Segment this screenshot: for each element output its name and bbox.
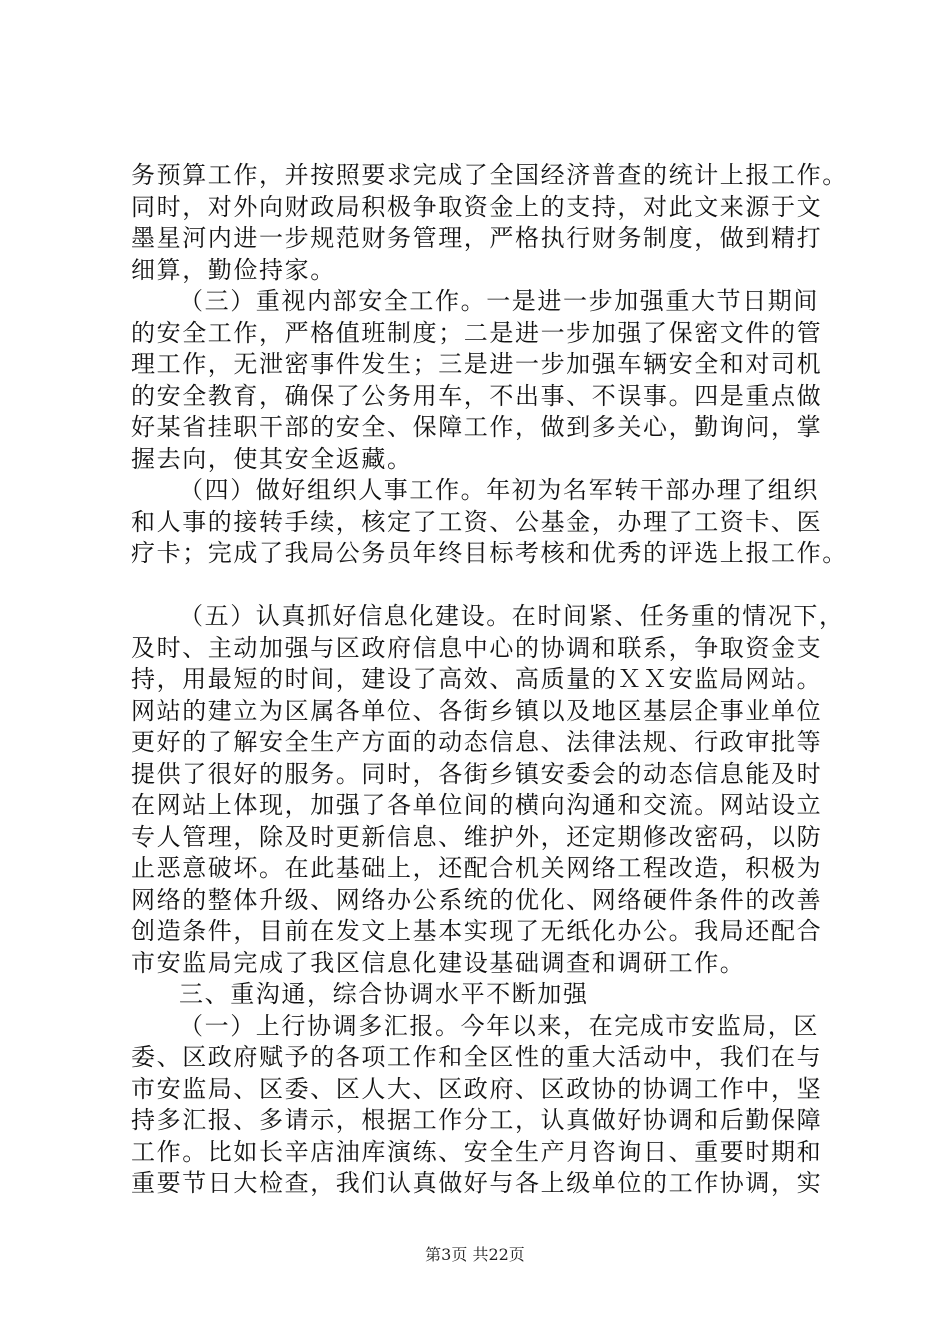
- page-number-footer: 第3页 共22页: [425, 1245, 525, 1264]
- text-line: （五）认真抓好信息化建设。在时间紧、任务重的情况下，: [179, 602, 845, 630]
- text-line: 市安监局、区委、区人大、区政府、区政协的协调工作中，坚: [131, 1074, 823, 1103]
- text-line: 同时，对外向财政局积极争取资金上的支持，对此文来源于文: [131, 192, 823, 221]
- text-line: 墨星河内进一步规范财务管理，严格执行财务制度，做到精打: [131, 224, 823, 252]
- text-line: 更好的了解安全生产方面的动态信息、法律法规、行政审批等: [131, 728, 823, 756]
- text-line: 和人事的接转手续，核定了工资、公基金，办理了工资卡、医: [131, 507, 823, 536]
- body-text: [131, 160, 848, 1200]
- text-line: （一）上行协调多汇报。今年以来，在完成市安监局，区: [179, 1011, 819, 1040]
- text-line: 提供了很好的服务。同时，各街乡镇安委会的动态信息能及时: [131, 759, 823, 788]
- text-line: 网站的建立为区属各单位、各街乡镇以及地区基层企事业单位: [131, 696, 823, 725]
- paragraph-gap: [131, 570, 831, 602]
- section-heading: 三、重沟通，综合协调水平不断加强: [179, 980, 589, 1008]
- text-line: 专人管理，除及时更新信息、维护外，还定期修改密码，以防: [131, 822, 823, 851]
- text-line: 工作。比如长辛店油库演练、安全生产月咨询日、重要时期和: [131, 1137, 823, 1166]
- text-line: 理工作，无泄密事件发生；三是进一步加强车辆安全和对司机: [131, 350, 823, 378]
- text-line: 务预算工作，并按照要求完成了全国经济普查的统计上报工作。: [131, 161, 848, 189]
- text-line: 疗卡；完成了我局公务员年终目标考核和优秀的评选上报工作。: [131, 539, 848, 567]
- text-line: 创造条件，目前在发文上基本实现了无纸化办公。我局还配合: [131, 917, 823, 945]
- text-line: 握去向，使其安全返藏。: [131, 444, 413, 473]
- text-line: 细算，勤俭持家。: [131, 255, 336, 284]
- text-line: 市安监局完成了我区信息化建设基础调查和调研工作。: [131, 948, 746, 977]
- text-line: 持，用最短的时间，建设了高效、高质量的ＸＸ安监局网站。: [131, 665, 823, 693]
- text-line: 及时、主动加强与区政府信息中心的协调和联系，争取资金支: [131, 633, 823, 662]
- text-line: 在网站上体现，加强了各单位间的横向沟通和交流。网站设立: [131, 791, 823, 819]
- text-line: 好某省挂职干部的安全、保障工作，做到多关心，勤询问，掌: [131, 413, 823, 441]
- text-line: 止恶意破坏。在此基础上，还配合机关网络工程改造，积极为: [131, 854, 823, 882]
- text-line: 重要节日大检查，我们认真做好与各上级单位的工作协调，实: [131, 1169, 823, 1197]
- text-line: 的安全工作，严格值班制度；二是进一步加强了保密文件的管: [131, 318, 823, 347]
- text-line: 的安全教育，确保了公务用车，不出事、不误事。四是重点做: [131, 381, 823, 410]
- text-line: 委、区政府赋予的各项工作和全区性的重大活动中，我们在与: [131, 1043, 823, 1071]
- text-line: 网络的整体升级、网络办公系统的优化、网络硬件条件的改善: [131, 885, 823, 914]
- text-line: （三）重视内部安全工作。一是进一步加强重大节日期间: [179, 287, 819, 315]
- text-line: 持多汇报、多请示，根据工作分工，认真做好协调和后勤保障: [131, 1106, 823, 1134]
- text-line: （四）做好组织人事工作。年初为名军转干部办理了组织: [179, 476, 819, 504]
